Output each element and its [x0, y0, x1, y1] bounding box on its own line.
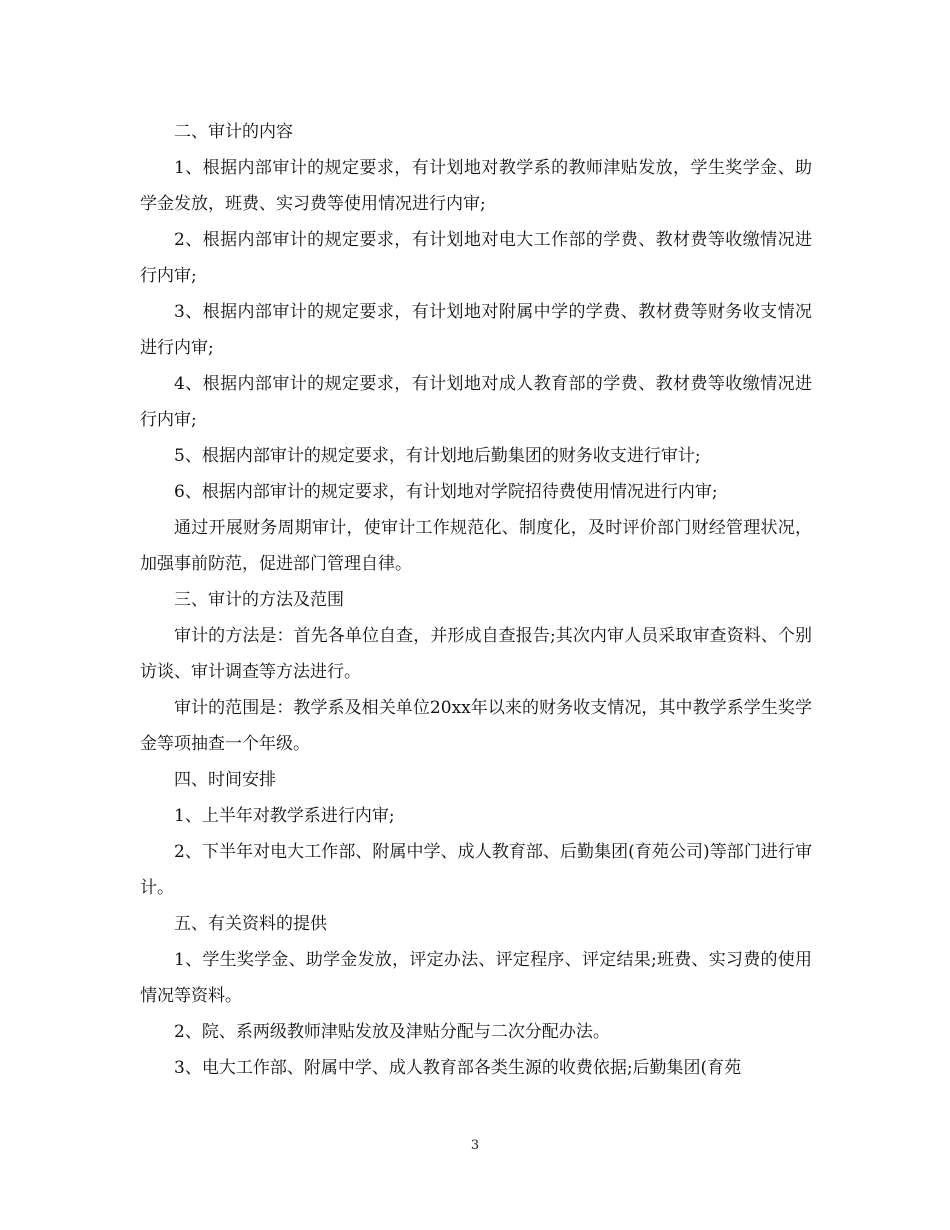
paragraph-item: 通过开展财务周期审计，使审计工作规范化、制度化，及时评价部门财经管理状况，加强事前防范，促进部门管理自律。 — [140, 518, 812, 574]
section-heading-materials: 五、有关资料的提供 — [174, 914, 327, 934]
section-heading-audit-methods: 三、审计的方法及范围 — [174, 590, 344, 610]
document-body — [140, 114, 812, 1086]
paragraph-item: 1、上半年对教学系进行内审; — [174, 806, 395, 826]
page-number: 3 — [470, 1138, 480, 1153]
paragraph-item: 2、根据内部审计的规定要求，有计划地对电大工作部的学费、教材费等收缴情况进行内审; — [140, 230, 812, 286]
paragraph-item: 5、根据内部审计的规定要求，有计划地后勤集团的财务收支进行审计; — [174, 446, 701, 466]
paragraph-item: 审计的方法是：首先各单位自查，并形成自查报告;其次内审人员采取审查资料、个别访谈、审计调查等方法进行。 — [140, 626, 812, 682]
section-heading-audit-content: 二、审计的内容 — [174, 122, 293, 142]
section-heading-schedule: 四、时间安排 — [174, 770, 276, 790]
paragraph-item: 3、电大工作部、附属中学、成人教育部各类生源的收费依据;后勤集团(育苑 — [174, 1058, 742, 1078]
paragraph-item: 1、学生奖学金、助学金发放，评定办法、评定程序、评定结果;班费、实习费的使用情况等资料。 — [140, 950, 812, 1006]
paragraph-item: 6、根据内部审计的规定要求，有计划地对学院招待费使用情况进行内审; — [174, 482, 718, 502]
paragraph-item: 2、院、系两级教师津贴发放及津贴分配与二次分配办法。 — [174, 1022, 610, 1042]
paragraph-item: 3、根据内部审计的规定要求，有计划地对附属中学的学费、教材费等财务收支情况进行内审; — [140, 302, 812, 358]
paragraph-item: 2、下半年对电大工作部、附属中学、成人教育部、后勤集团(育苑公司)等部门进行审计。 — [140, 842, 812, 898]
paragraph-item: 审计的范围是：教学系及相关单位20xx年以来的财务收支情况，其中教学系学生奖学金等项抽查一个年级。 — [140, 698, 812, 754]
paragraph-item: 4、根据内部审计的规定要求，有计划地对成人教育部的学费、教材费等收缴情况进行内审; — [140, 374, 812, 430]
paragraph-item: 1、根据内部审计的规定要求，有计划地对教学系的教师津贴发放，学生奖学金、助学金发放，班费、实习费等使用情况进行内审; — [140, 158, 812, 214]
